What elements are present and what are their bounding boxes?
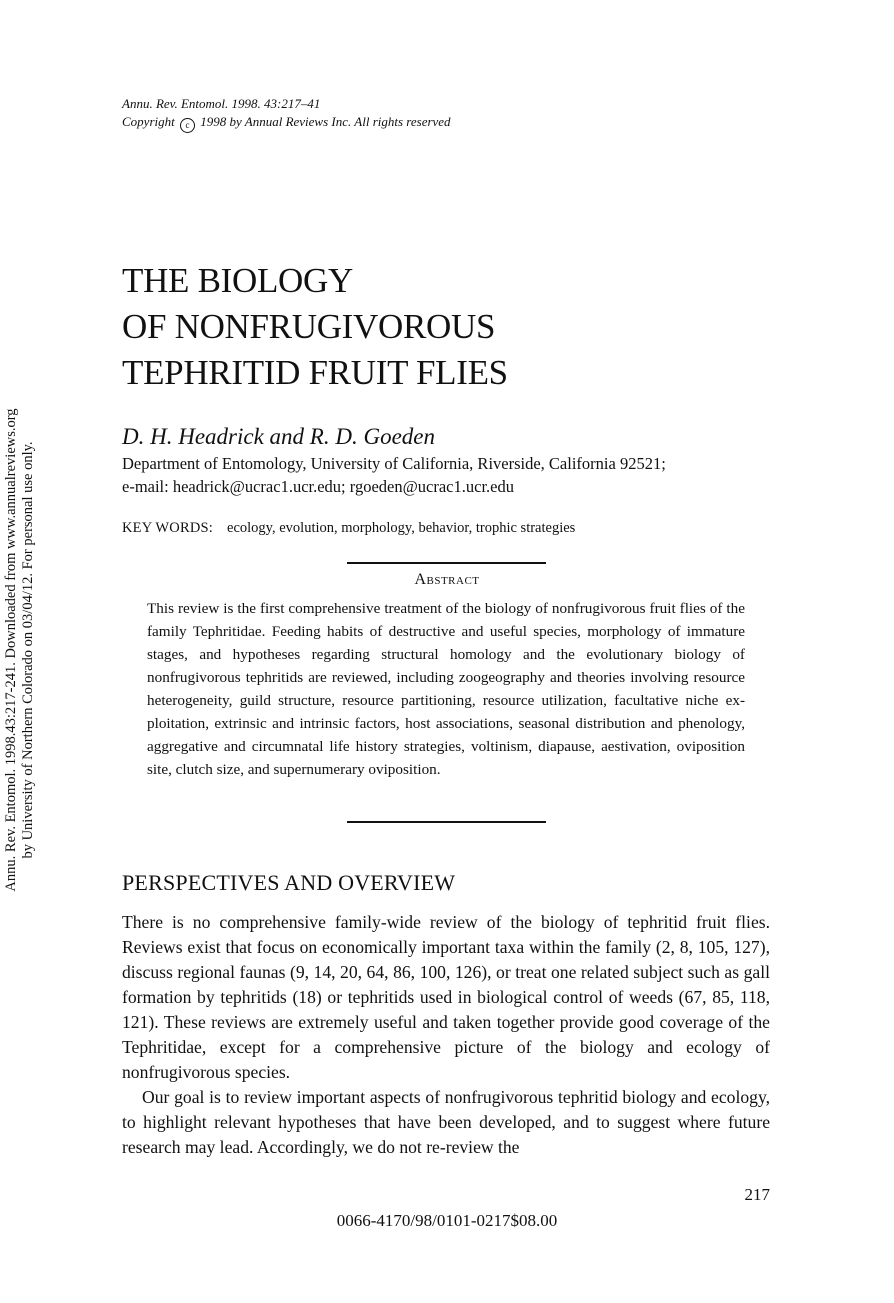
abstract-top-rule — [347, 562, 546, 564]
affiliation-line-1: Department of Entomology, University of California, Riverside, California 92521; — [122, 454, 666, 473]
keywords — [122, 520, 575, 537]
page-number: 217 — [744, 1185, 770, 1204]
abstract-heading: Abstract — [414, 571, 480, 588]
journal-citation: Annu. Rev. Entomol. 1998. 43:217–41 — [122, 96, 321, 111]
journal-header — [122, 95, 451, 133]
keywords-list: ecology, evolution, morphology, behavior, trophic strategies — [227, 520, 576, 536]
title-line-2: OF NONFRUGIVOROUS — [122, 307, 496, 346]
abstract-bottom-rule — [347, 821, 546, 823]
footer-code: 0066-4170/98/0101-0217$08.00 — [336, 1211, 558, 1230]
authors: D. H. Headrick and R. D. Goeden — [122, 424, 435, 449]
copyright-prefix: Copyright — [122, 114, 175, 129]
affiliation — [122, 452, 666, 498]
side-note-line-2: by University of Northern Colorado on 03/04/12. For personal use only. — [20, 441, 36, 859]
paragraph-2: Our goal is to review important aspects of nonfrugivorous tephritid biology and ecology, to highlight relevant hypotheses that have been developed, and to suggest where future research may lead. Accordingly, we do not re-review the — [122, 1087, 770, 1157]
copyright-text: 1998 by Annual Reviews Inc. All rights reserved — [200, 114, 451, 129]
paragraph-1: There is no comprehensive family-wide review of the biology of tephritid fruit flies. Reviews exist that focus on economically important taxa within the family (2, 8, 105, 127), discuss regional faunas (9, 14, 20, 64, 86, 100, 126), or treat one related subject such as gall formation by tephritids (18) or tephritids used in biological control of weeds (67, 85, 118, 121). These reviews are extremely useful and taken together provide good coverage of the Tephritidae, except for a comprehensive picture of the biology and ecology of nonfrugivorous species. — [122, 912, 770, 1082]
keywords-label: KEY WORDS: — [122, 520, 214, 536]
side-note-line-1: Annu. Rev. Entomol. 1998.43:217-241. Downloaded from www.annualreviews.org — [3, 408, 19, 892]
title-line-1: THE BIOLOGY — [122, 261, 353, 300]
copyright-line — [122, 113, 451, 133]
section-heading: PERSPECTIVES AND OVERVIEW — [122, 870, 456, 895]
copyright-icon: c — [180, 118, 195, 133]
affiliation-line-2: e-mail: headrick@ucrac1.ucr.edu; rgoeden@ucrac1.ucr.edu — [122, 477, 514, 496]
abstract-body: This review is the first comprehensive treatment of the biology of nonfrugivorous fruit flies of the family Tephritidae. Feeding habits of destructive and useful species, morphology of immature stages, and hypotheses regarding structural homology and the evolutionary biology of nonfrugivorous tephritids are reviewed, including zoogeography and theories involving resource heterogeneity, guild structure, resource partitioning, resource utilization, facultative niche exploitation, extrinsic and intrinsic factors, host associations, seasonal distribution and phenology, aggregative and circumnatal life history strategies, voltinism, diapause, aestivation, oviposition site, clutch size, and supernumerary oviposition. — [147, 600, 745, 778]
article-title — [122, 258, 508, 396]
title-line-3: TEPHRITID FRUIT FLIES — [122, 353, 508, 392]
